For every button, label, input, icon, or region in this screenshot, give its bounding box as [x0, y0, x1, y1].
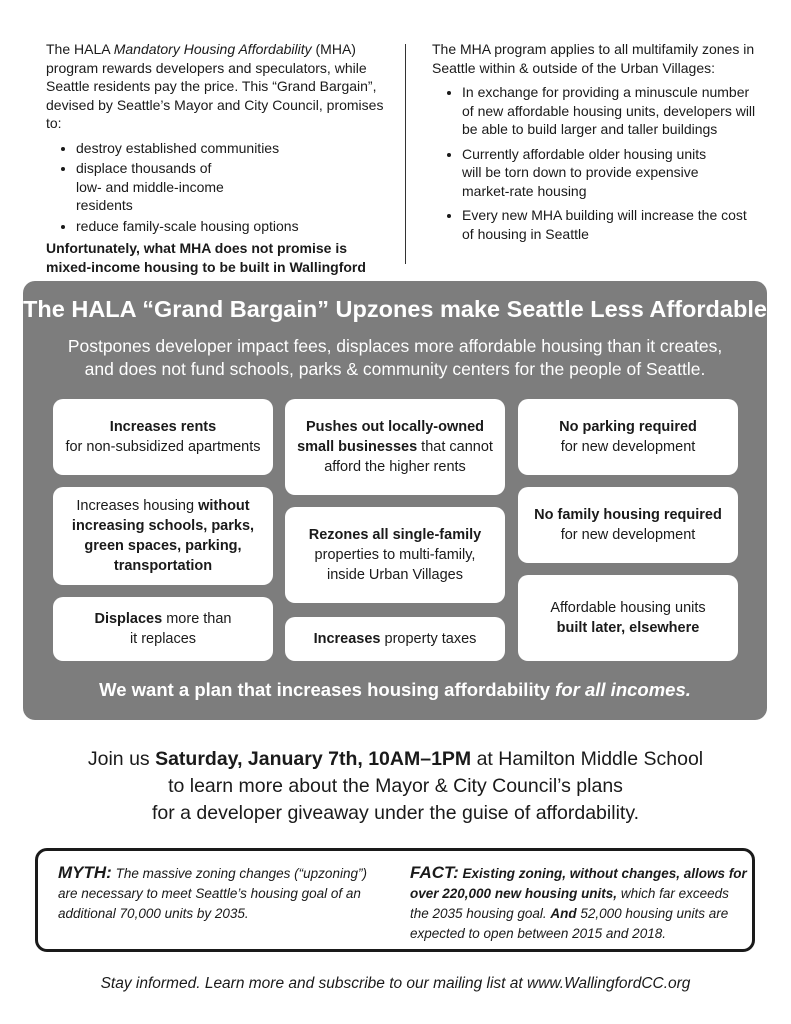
card-bold: Displaces — [94, 611, 163, 627]
card-text: more than it replaces — [129, 611, 232, 647]
join-text: Join us — [87, 748, 156, 770]
card-text: for new development — [560, 439, 696, 455]
left-intro-text-2: (MHA) program rewards developers and speculators, while Seattle residents pay the price. This “Grand Bargain”, devised by Seattle’s Mayor and City Council, promises to: — [46, 41, 384, 131]
card-no-family-housing — [518, 487, 738, 563]
myth-block — [58, 863, 388, 924]
card-without-schools — [53, 487, 273, 585]
right-bullet: • Every new MHA building will increase the cost of housing in Seattle — [462, 206, 762, 243]
left-bullet: • reduce family-scale housing options — [76, 217, 386, 236]
panel-footer-italic: for all incomes. — [555, 679, 691, 700]
right-bullet: • Currently affordable older housing units will be torn down to provide expensive market-rate housing — [462, 145, 762, 201]
panel-subtitle-line: Postpones developer impact fees, displaces more affordable housing than it creates, — [67, 336, 723, 356]
stay-informed: Stay informed. Learn more and subscribe to our mailing list at www.WallingfordCC.org — [100, 975, 691, 992]
fact-bold: Existing zoning, without changes, allows for over 220,000 new housing units, — [410, 866, 747, 901]
upzone-panel — [23, 281, 767, 720]
card-text: for new development — [560, 527, 696, 543]
panel-title: The HALA “Grand Bargain” Upzones make Seattle Less Affordable — [23, 296, 767, 322]
card-bold: Rezones all single-family — [308, 527, 482, 543]
card-text: for non-subsidized apartments — [65, 439, 261, 455]
left-bullet: • displace thousands of low- and middle-income residents — [76, 159, 386, 215]
myth-fact-box — [35, 848, 755, 952]
panel-subtitle — [23, 335, 767, 381]
fact-text: 52,000 housing units are expected to open between 2015 and 2018. — [410, 906, 729, 941]
left-intro — [46, 40, 386, 133]
card-bold: No parking required — [559, 419, 697, 435]
join-announcement — [0, 746, 791, 827]
column-divider — [405, 44, 406, 264]
left-note: Unfortunately, what MHA does not promise is mixed-income housing to be built in Wallingford — [46, 240, 366, 275]
panel-footer — [23, 679, 767, 701]
right-intro: The MHA program applies to all multifamily zones in Seattle within & outside of the Urban Villages: — [432, 41, 755, 76]
join-line: to learn more about the Mayor & City Council’s plans — [168, 775, 623, 797]
card-text: property taxes — [380, 631, 477, 647]
left-intro-italic: Mandatory Housing Affordability — [113, 41, 312, 57]
myth-text: The massive zoning changes (“upzoning”) are necessary to meet Seattle’s housing goal of an additional 70,000 units by 2035. — [58, 866, 367, 921]
card-bold: Pushes out locally-owned small businesses — [297, 419, 485, 455]
card-no-parking — [518, 399, 738, 475]
card-property-taxes — [285, 617, 505, 661]
join-line — [0, 746, 791, 773]
fact-block — [410, 863, 750, 944]
panel-footer-text: We want a plan that increases housing affordability — [99, 679, 556, 700]
join-line: for a developer giveaway under the guise of affordability. — [151, 802, 640, 824]
card-text: Affordable housing units — [550, 600, 706, 616]
right-bullet: • In exchange for providing a minuscule number of new affordable housing units, developers will be able to build larger and taller buildings — [462, 83, 762, 139]
fact-label: FACT: — [410, 863, 459, 882]
right-column — [432, 40, 762, 249]
left-bullets — [46, 139, 386, 236]
left-intro-text: The HALA — [46, 41, 114, 57]
panel-subtitle-line: and does not fund schools, parks & community centers for the people of Seattle. — [84, 359, 706, 379]
intro-section — [0, 40, 791, 275]
card-bold: built later, elsewhere — [556, 620, 700, 636]
card-small-businesses — [285, 399, 505, 495]
card-bold: Increases — [313, 631, 381, 647]
event-date: Saturday, January 7th, 10AM–1PM — [155, 748, 472, 770]
left-bullet: • destroy established communities — [76, 139, 386, 158]
card-bold: No family housing required — [534, 507, 722, 523]
card-rezones — [285, 507, 505, 603]
card-text: properties to multi-family, inside Urban Villages — [314, 547, 476, 583]
card-increases-rents — [53, 399, 273, 475]
card-text: that cannot afford the higher rents — [324, 439, 493, 475]
fact-text: which far exceeds the 2035 housing goal. — [410, 886, 729, 921]
card-built-later — [518, 575, 738, 661]
right-bullets — [432, 83, 762, 243]
card-bold: Increases rents — [109, 419, 217, 435]
left-column — [46, 40, 386, 276]
card-bold: without increasing schools, parks, green spaces, parking, transportation — [71, 498, 255, 574]
card-text: Increases housing — [76, 498, 199, 514]
join-text: at Hamilton Middle School — [471, 748, 704, 770]
fact-bold: And — [550, 906, 577, 921]
card-displaces — [53, 597, 273, 661]
myth-label: MYTH: — [58, 863, 112, 882]
